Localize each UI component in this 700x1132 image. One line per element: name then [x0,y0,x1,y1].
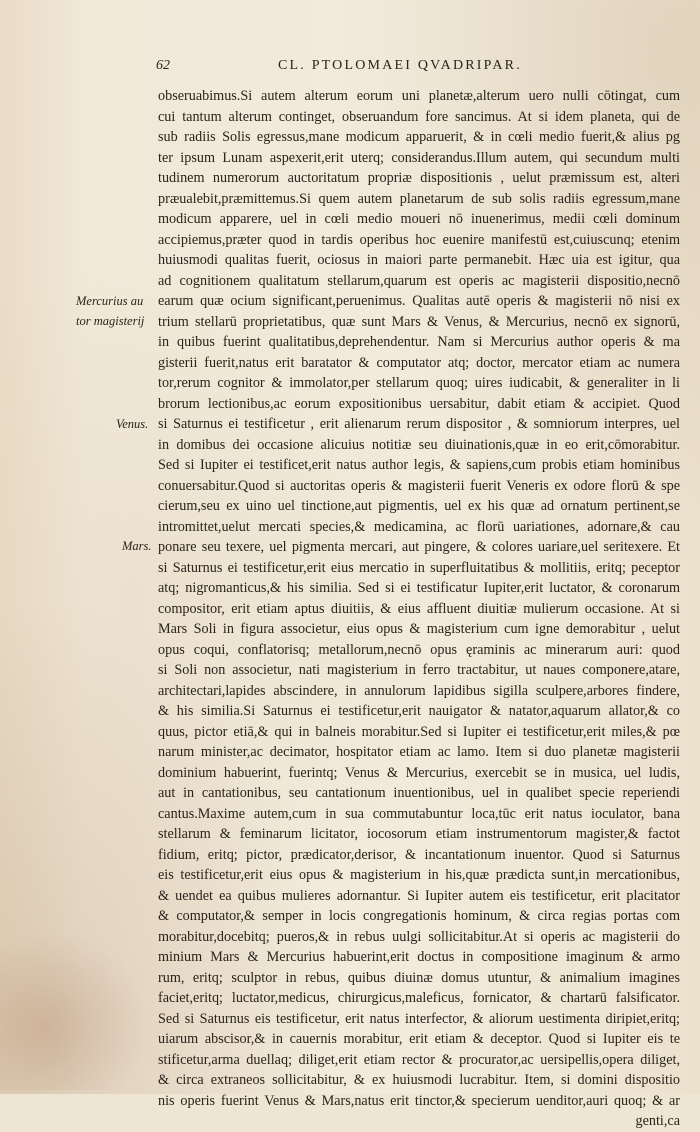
text-line: si Saturnus ei testificetur , erit alienarum rerum dispositor , & somniorum interpres, uel [158,416,680,432]
text-line: architectari,lapides abscindere, in annulorum lapidibus sigilla sculpere,arbores findere, [158,682,680,699]
text-line: & his similia.Si Saturnus ei testificetur,erit nauigator & natator,aquarum allator,& co [158,703,680,719]
margin-note-venus: Venus. [116,417,149,431]
text-line: faciet,eritq; luctator,medicus, chirurgicus,maleficus, fornicator, & chartarū falsificator. [158,990,680,1006]
text-line: ponare seu texere, uel pigmenta mercari, aut pingere, & colores uariare,uel seritexere. Et [158,539,680,555]
text-line: uiarum abscisor,& in cauernis morabitur, erit etiam & deceptor. Quod si Iupiter eis te [158,1031,680,1047]
text-line: ad cognitionem qualitatum stellarum,quarum est operis ac magisterii dispositio,necnō [158,272,680,289]
text-line: gisterii fuerit,natus erit baratator & computator atq; doctor, mercator etiam ac numera [158,354,680,371]
text-line: atq; nigromanticus,& his similia. Sed si ei testificatur Iupiter,erit luctator, & coronarum [158,580,680,596]
text-line: si Soli non associetur, nati magisterium in ferro tractabitur, ut naues componere,atare, [158,662,680,678]
text-line: in domibus dei occasione alicuius notitiæ seu diuinationis,quæ in eo erit,cōmorabitur. [158,436,680,453]
text-line: ter ipsum Lunam aspexerit,erit uterq; considerandus.Illum autem, qui secundum multi [158,149,680,166]
text-line: morabitur,docebitq; pueros,& in rebus uulgi sollicitabitur.At si operis ac magisterii do [158,928,680,945]
text-line: modicum apparere, uel in cœli medio moueri nō inuenerimus, medii cœli dominum [158,211,680,227]
text-line: huiusmodi qualitas fuerit, ociosus in maiori parte permanebit. Hæc uia est igitur, qua [158,252,680,268]
text-line: fidium, eritq; pictor, prædicator,derisor, & incantationum inuentor. Quod si Saturnus [158,846,680,863]
page-number: 62 [156,58,170,73]
text-line: tor,rerum cognitor & immolator,per stellarum quoq; uires iudicabit, & generaliter in li [158,375,680,391]
margin-note-mercurius-2: tor magisterij [76,314,145,328]
text-line: si Saturnus ei testificetur,erit eius mercatio in superfluitatibus & mollitiis, eritq; peceptor [158,559,680,576]
text-line: dominium habuerint, fuerintq; Venus & Mercurius, exercebit se in musica, uel ludis, [158,764,680,781]
text-line: trium stellarū proprietatibus, quæ sunt Mars & Venus, & Mercurius, necnō ex signorū, [158,313,680,330]
text-line: obseruabimus.Si autem alterum eorum uni planetæ,alterum uero nulli cōtingat, cum [158,88,680,104]
text-line: opus coqui, conflatorisq; metallorum,necnō opus ęraminis ac minerarum auri: quod [158,641,680,658]
text-line: cierum,seu ex uino uel tinctione,aut pigmentis, uel ex his quæ ad ornatum pertinent,se [158,498,680,514]
text-line: accipiemus,præter quod in tardis operibus hoc euenire manifestū est,cuiuscunq; etenim [158,231,680,248]
running-head: CL. PTOLOMAEI QVADRIPAR. [278,58,522,73]
margin-note-mercurius-1: Mercurius au [76,294,144,308]
text-line: stificetur,arma duellaq; diliget,erit etiam rector & procurator,ac uersipellis,opera diliget, [158,1051,680,1068]
body-text [158,86,680,1132]
paper-stain [0,930,150,1090]
text-line: præualebit,præmittemus.Si quem autem planetarum de sub solis radiis egressum,mane [158,190,680,207]
text-line: Sed si Saturnus eis testificetur, erit natus interfector, & aliorum uestimenta diripiet,eritq; [158,1010,680,1027]
text-line: quus, pictor etiā,& qui in balneis morabitur.Sed si Iupiter ei testificetur,erit miles,& pœ [158,723,680,740]
text-line: intromittet,uelut mercati species,& medicamina, ac florū uariationes, adornare,& cau [158,518,680,535]
text-line: narum minister,ac decimator, hospitator etiam ac lamo. Item si duo planetæ magisterii [158,744,680,760]
text-line: minium Mars & Mercurius habuerint,erit doctus in compositione imaginum & armo [158,949,680,965]
text-line: genti,ca [635,1113,680,1129]
text-line: aut in cantationibus, seu cantationum inuentionibus, uel in qualibet specie reperiendi [158,785,680,801]
text-line: earum quæ ocium significant,peruenimus. Qualitas autē operis & magisterii nō nisi ex [158,293,680,309]
page-header [150,58,680,82]
text-line: & uendet ea quibus mulieres adornantur. Si Iupiter autem eis testificetur, erit placitator [158,887,680,904]
text-line: Mars Soli in figura associetur, eius opus & magisterium cum igne demorabitur , uelut [158,621,680,637]
text-line: stellarum & feminarum licitator, iocosorum etiam instrumentorum magister,& factot [158,826,680,842]
text-line: & circa extraneos sollicitabitur, & ex huiusmodi lucrabitur. Item, si domini dispositio [158,1072,680,1088]
text-line: & computator,& semper in locis congregationis hominum, & circa regias portas com [158,908,680,924]
margin-note-mars: Mars. [122,539,152,553]
text-line: brorum lectionibus,ac eorum expositionibus uersabitur, dabit etiam & accipiet. Quod [158,395,680,412]
text-line: in quibus fuerint qualitatibus,deprehendentur. Nam si Mercurius author operis & ma [158,334,680,350]
text-line: sub radiis Solis egressus,mane modicum apparuerit, & in cœli medio fuerit,& alius pg [158,129,680,145]
text-line: Sed si Iupiter ei testificet,erit natus author legis, & sapiens,cum probis etiam hominibus [158,457,680,473]
text-line: cantus.Maxime autem,cum in sua commutabuntur loca,tūc erit natus ioculator, bana [158,805,680,822]
text-line: tudinem numerorum auctoritatum propriæ dispositionis , uelut præmissum est, alteri [158,170,680,186]
text-line: cui tantum alterum continget, obseruandum fore sancimus. At si idem planeta, qui de [158,108,680,125]
text-line: conuersabitur.Quod si auctoritas operis & magisterii fuerit Veneris ex odore florū & spe [158,477,680,494]
text-line: rum, eritq; sculptor in rebus, quibus diuinæ domus utuntur, & animalium imagines [158,969,680,986]
text-line: nis operis fuerint Venus & Mars,natus erit tinctor,& specierum uenditor,auri quoq; & ar [158,1092,680,1109]
text-line: compositor, erit etiam aptus diuitiis, & eius affluent diuitiæ mulierum occasione. At si [158,600,680,617]
text-line: eis testificetur,erit eius opus & magisterium in his,quæ prædicta sunt,in mercationibus, [158,867,680,883]
